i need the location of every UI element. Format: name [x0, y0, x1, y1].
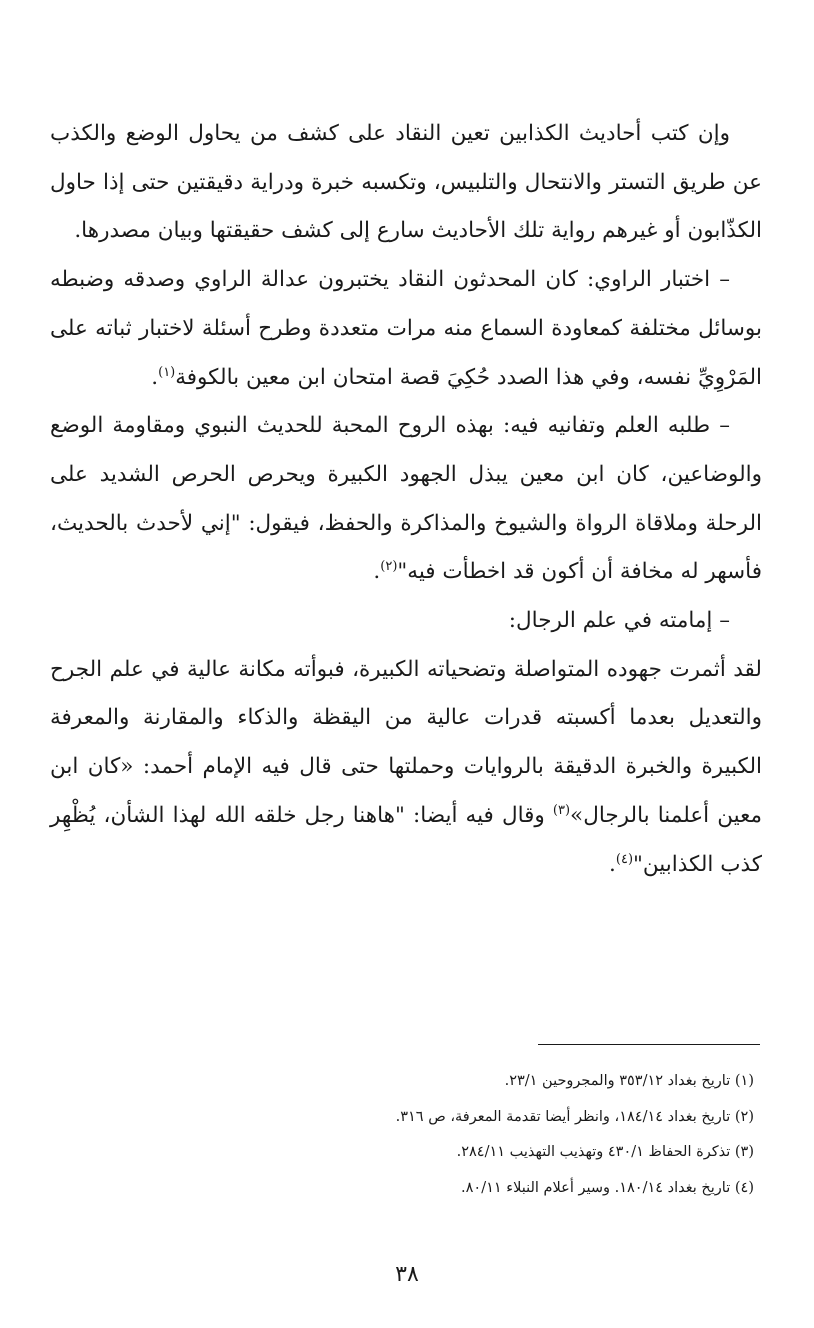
footnotes [200, 1064, 754, 1206]
paragraph-forgers-books: وإن كتب أحاديث الكذابين تعين النقاد على كشف من يحاول الوضع والكذب عن طريق التستر والانتحال والتلبيس، وتكسبه خبرة ودراية دقيقتين حتى إذا حاول الكذّابون أو غيرهم رواية تلك الأحاديث سارع إلى كشف حقيقتها وبيان مصدرها. [50, 121, 762, 244]
footnote-4: (٤) تاريخ بغداد ١٨٠/١٤. وسير أعلام النبلاء ٨٠/١١. [461, 1179, 754, 1196]
paragraph-seeking-knowledge: – طلبه العلم وتفانيه فيه: بهذه الروح المحبة للحديث النبوي ومقاومة الوضع والوضاعين، كان ابن معين يبذل الجهود الكبيرة ويحرص الحرص الشديد على الرحلة وملاقاة الرواة والشيوخ والمذاكرة والحفظ، فيقول: "إني لأحدث بالحديث، فأسهر له مخافة أن أكون قد اخطأت فيه"$^{(٢)}$. [50, 413, 762, 585]
paragraph-testing-narrator: – اختبار الراوي: كان المحدثون النقاد يختبرون عدالة الراوي وصدقه وضبطه بوسائل مختلفة كمعاودة السماع منه مرات متعددة وطرح أسئلة لاختبار ثباته على المَرْوِيِّ نفسه، وفي هذا الصدد حُكِيَ قصة امتحان ابن معين بالكوفة$^{(١)}$. [50, 267, 762, 390]
page-number: ٣٨ [395, 1262, 419, 1287]
footnote-ref-1[interactable]: (١) [158, 364, 176, 380]
footnote-3: (٣) تذكرة الحفاظ ٤٣٠/١ وتهذيب التهذيب ٢٨٤/١١. [456, 1144, 754, 1160]
footnote-ref-2[interactable]: (٢) [380, 559, 398, 575]
footnote-ref-4[interactable]: (٤) [615, 851, 634, 867]
footnote-1: (١) تاريخ بغداد ٣٥٣/١٢ والمجروحين ٢٣/١. [504, 1073, 754, 1089]
section-heading-rijal: – إمامته في علم الرجال: [508, 608, 730, 634]
paragraph-leadership-rijal: لقد أثمرت جهوده المتواصلة وتضحياته الكبيرة، فبوأته مكانة عالية في علم الجرح والتعديل بعدما أكسبته قدرات عالية من اليقظة والذكاء والمقارنة والمعرفة الكبيرة والخبرة الدقيقة بالروايات وحملتها حتى قال فيه الإمام أحمد: «كان ابن معين أعلمنا بالرجال»$^{(٣)}$ وقال فيه أيضا: "هاهنا رجل خلقه الله لهذا الشأن، يُظْهِر كذب الكذابين"$^{(٤)}$. [50, 656, 762, 877]
footnote-divider [538, 1044, 760, 1045]
footnote-2: (٢) تاريخ بغداد ١٨٤/١٤، وانظر أيضا تقدمة المعرفة، ص ٣١٦. [395, 1108, 754, 1125]
footnote-ref-3[interactable]: (٣) [552, 802, 571, 818]
main-text [50, 110, 762, 889]
